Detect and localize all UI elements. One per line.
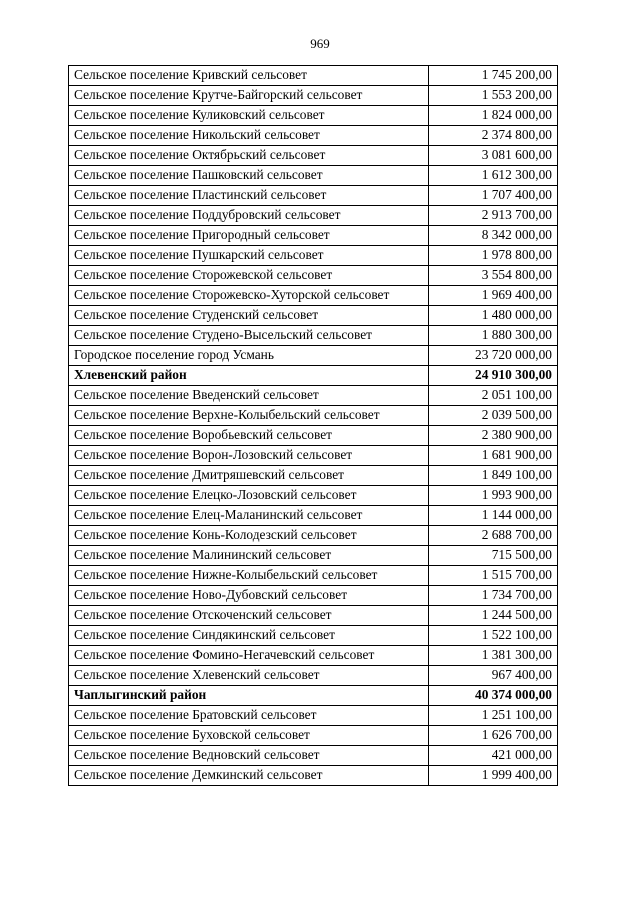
settlement-name: Сельское поселение Куликовский сельсовет xyxy=(69,106,429,126)
settlement-name: Сельское поселение Елец-Маланинский сельсовет xyxy=(69,506,429,526)
settlement-name: Сельское поселение Верхне-Колыбельский сельсовет xyxy=(69,406,429,426)
settlement-row xyxy=(69,386,558,406)
district-total-amount: 40 374 000,00 xyxy=(429,686,558,706)
settlement-row xyxy=(69,106,558,126)
settlement-row xyxy=(69,426,558,446)
settlement-amount: 1 681 900,00 xyxy=(429,446,558,466)
settlement-name: Сельское поселение Крутче-Байгорский сельсовет xyxy=(69,86,429,106)
settlement-row xyxy=(69,566,558,586)
settlement-amount: 1 993 900,00 xyxy=(429,486,558,506)
settlement-name: Сельское поселение Кривский сельсовет xyxy=(69,66,429,86)
settlement-amount: 1 999 400,00 xyxy=(429,766,558,786)
settlement-amount: 3 081 600,00 xyxy=(429,146,558,166)
settlement-amount: 1 824 000,00 xyxy=(429,106,558,126)
settlement-amount: 2 380 900,00 xyxy=(429,426,558,446)
settlement-name: Сельское поселение Демкинский сельсовет xyxy=(69,766,429,786)
settlement-amount: 1 251 100,00 xyxy=(429,706,558,726)
settlement-amount: 1 381 300,00 xyxy=(429,646,558,666)
settlement-amount: 421 000,00 xyxy=(429,746,558,766)
settlement-amount: 1 849 100,00 xyxy=(429,466,558,486)
settlement-row xyxy=(69,266,558,286)
settlement-row xyxy=(69,126,558,146)
settlement-amount: 1 522 100,00 xyxy=(429,626,558,646)
settlement-row xyxy=(69,506,558,526)
settlement-row xyxy=(69,726,558,746)
settlement-amount: 1 734 700,00 xyxy=(429,586,558,606)
budget-table xyxy=(68,65,558,786)
settlement-row xyxy=(69,326,558,346)
district-name: Чаплыгинский район xyxy=(69,686,429,706)
settlement-row xyxy=(69,226,558,246)
settlement-name: Сельское поселение Братовский сельсовет xyxy=(69,706,429,726)
settlement-name: Сельское поселение Октябрьский сельсовет xyxy=(69,146,429,166)
settlement-name: Сельское поселение Дмитряшевский сельсовет xyxy=(69,466,429,486)
settlement-name: Сельское поселение Пашковский сельсовет xyxy=(69,166,429,186)
settlement-row xyxy=(69,666,558,686)
settlement-row xyxy=(69,646,558,666)
settlement-row xyxy=(69,746,558,766)
settlement-name: Сельское поселение Пластинский сельсовет xyxy=(69,186,429,206)
settlement-amount: 2 688 700,00 xyxy=(429,526,558,546)
settlement-row xyxy=(69,406,558,426)
settlement-name: Сельское поселение Елецко-Лозовский сельсовет xyxy=(69,486,429,506)
settlement-name: Сельское поселение Отскоченский сельсовет xyxy=(69,606,429,626)
settlement-amount: 1 515 700,00 xyxy=(429,566,558,586)
page-number: 969 xyxy=(310,36,330,51)
settlement-name: Сельское поселение Сторожевской сельсовет xyxy=(69,266,429,286)
settlement-name: Сельское поселение Малининский сельсовет xyxy=(69,546,429,566)
settlement-row xyxy=(69,166,558,186)
settlement-row xyxy=(69,466,558,486)
settlement-amount: 2 374 800,00 xyxy=(429,126,558,146)
settlement-row xyxy=(69,186,558,206)
settlement-amount: 1 144 000,00 xyxy=(429,506,558,526)
settlement-name: Сельское поселение Буховской сельсовет xyxy=(69,726,429,746)
budget-table-body xyxy=(69,66,558,786)
settlement-name: Сельское поселение Синдякинский сельсовет xyxy=(69,626,429,646)
settlement-name: Сельское поселение Никольский сельсовет xyxy=(69,126,429,146)
district-total-amount: 24 910 300,00 xyxy=(429,366,558,386)
settlement-row xyxy=(69,206,558,226)
settlement-row xyxy=(69,766,558,786)
settlement-name: Сельское поселение Пушкарский сельсовет xyxy=(69,246,429,266)
settlement-amount: 1 978 800,00 xyxy=(429,246,558,266)
settlement-name: Сельское поселение Хлевенский сельсовет xyxy=(69,666,429,686)
settlement-row xyxy=(69,286,558,306)
settlement-row xyxy=(69,486,558,506)
settlement-amount: 967 400,00 xyxy=(429,666,558,686)
district-name: Хлевенский район xyxy=(69,366,429,386)
settlement-name: Сельское поселение Фомино-Негачевский сельсовет xyxy=(69,646,429,666)
settlement-name: Сельское поселение Ворон-Лозовский сельсовет xyxy=(69,446,429,466)
settlement-name: Сельское поселение Ведновский сельсовет xyxy=(69,746,429,766)
settlement-amount: 2 913 700,00 xyxy=(429,206,558,226)
settlement-amount: 1 969 400,00 xyxy=(429,286,558,306)
settlement-amount: 23 720 000,00 xyxy=(429,346,558,366)
settlement-row xyxy=(69,146,558,166)
settlement-row xyxy=(69,546,558,566)
settlement-amount: 1 553 200,00 xyxy=(429,86,558,106)
settlement-name: Сельское поселение Студено-Высельский сельсовет xyxy=(69,326,429,346)
settlement-row xyxy=(69,66,558,86)
settlement-row xyxy=(69,306,558,326)
settlement-name: Сельское поселение Воробьевский сельсовет xyxy=(69,426,429,446)
settlement-row xyxy=(69,626,558,646)
settlement-row xyxy=(69,86,558,106)
settlement-amount: 715 500,00 xyxy=(429,546,558,566)
settlement-name: Сельское поселение Конь-Колодезский сельсовет xyxy=(69,526,429,546)
settlement-row xyxy=(69,446,558,466)
settlement-name: Сельское поселение Поддубровский сельсовет xyxy=(69,206,429,226)
settlement-amount: 1 626 700,00 xyxy=(429,726,558,746)
settlement-name: Сельское поселение Нижне-Колыбельский сельсовет xyxy=(69,566,429,586)
settlement-row xyxy=(69,346,558,366)
settlement-amount: 2 039 500,00 xyxy=(429,406,558,426)
settlement-amount: 1 880 300,00 xyxy=(429,326,558,346)
settlement-amount: 1 244 500,00 xyxy=(429,606,558,626)
settlement-name: Сельское поселение Сторожевско-Хуторской сельсовет xyxy=(69,286,429,306)
settlement-name: Городское поселение город Усмань xyxy=(69,346,429,366)
district-row xyxy=(69,686,558,706)
settlement-name: Сельское поселение Студенский сельсовет xyxy=(69,306,429,326)
settlement-amount: 2 051 100,00 xyxy=(429,386,558,406)
district-row xyxy=(69,366,558,386)
settlement-name: Сельское поселение Введенский сельсовет xyxy=(69,386,429,406)
settlement-amount: 1 612 300,00 xyxy=(429,166,558,186)
settlement-amount: 1 745 200,00 xyxy=(429,66,558,86)
settlement-row xyxy=(69,246,558,266)
settlement-amount: 8 342 000,00 xyxy=(429,226,558,246)
settlement-row xyxy=(69,606,558,626)
settlement-amount: 3 554 800,00 xyxy=(429,266,558,286)
settlement-row xyxy=(69,586,558,606)
settlement-name: Сельское поселение Ново-Дубовский сельсовет xyxy=(69,586,429,606)
settlement-row xyxy=(69,706,558,726)
settlement-amount: 1 480 000,00 xyxy=(429,306,558,326)
settlement-row xyxy=(69,526,558,546)
settlement-amount: 1 707 400,00 xyxy=(429,186,558,206)
settlement-name: Сельское поселение Пригородный сельсовет xyxy=(69,226,429,246)
